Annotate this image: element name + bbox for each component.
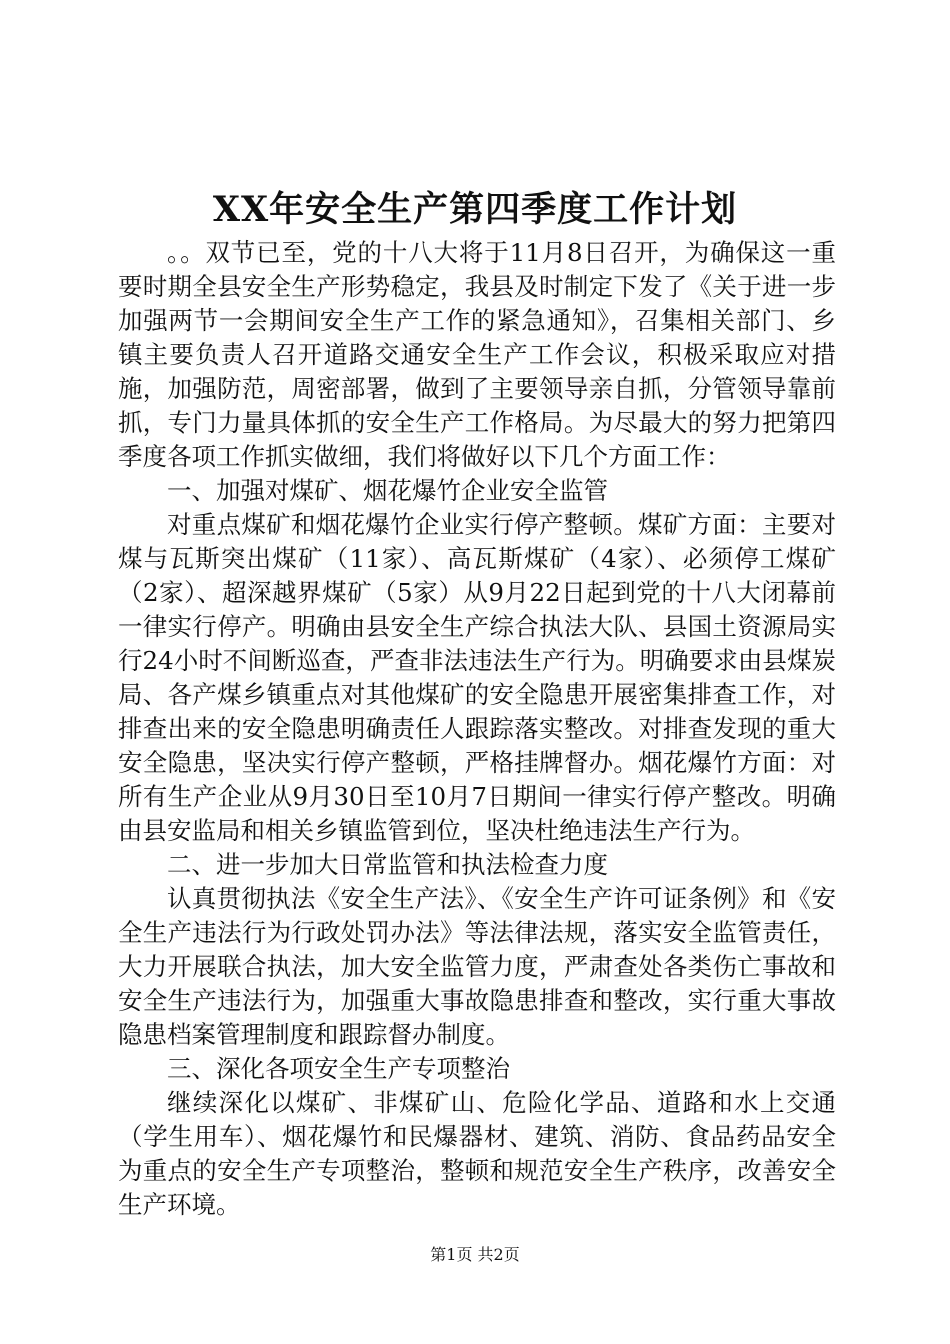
section-heading-3: 三、深化各项安全生产专项整治 — [167, 1054, 510, 1083]
section-heading-1: 一、加强对煤矿、烟花爆竹企业安全监管 — [167, 476, 608, 505]
section-heading-2: 二、进一步加大日常监管和执法检查力度 — [167, 850, 608, 879]
intro-paragraph: 。。双节已至，党的十八大将于11月8日召开，为确保这一重要时期全县安全生产形势稳定，我县及时制定下发了《关于进一步加强两节一会期间安全生产工作的紧急通知》，召集相关部门、乡镇主要负责人召开道路交通安全生产工作会议，积极采取应对措施，加强防范，周密部署，做到了主要领导亲自抓，分管领导靠前抓，专门力量具体抓的安全生产工作格局。为尽最大的努力把第四季度各项工作抓实做细，我们将做好以下几个方面工作： — [118, 238, 836, 471]
section-paragraph-2: 认真贯彻执法《安全生产法》、《安全生产许可证条例》和《安全生产违法行为行政处罚办法》等法律法规，落实安全监管责任，大力开展联合执法，加大安全监管力度，严肃查处各类伤亡事故和安全生产违法行为，加强重大事故隐患排查和整改，实行重大事故隐患档案管理制度和跟踪督办制度。 — [118, 884, 836, 1049]
section-paragraph-3: 继续深化以煤矿、非煤矿山、危险化学品、道路和水上交通（学生用车）、烟花爆竹和民爆器材、建筑、消防、食品药品安全为重点的安全生产专项整治，整顿和规范安全生产秩序，改善安全生产环境。 — [118, 1088, 836, 1219]
page-number-footer: 第1页 共2页 — [430, 1245, 520, 1264]
document-body — [118, 236, 836, 1222]
section-paragraph-1: 对重点煤矿和烟花爆竹企业实行停产整顿。煤矿方面：主要对煤与瓦斯突出煤矿（11家）、高瓦斯煤矿（4家）、必须停工煤矿（2家）、超深越界煤矿（5家）从9月22日起到党的十八大闭幕前一律实行停产。明确由县安全生产综合执法大队、县国土资源局实行24小时不间断巡查，严查非法违法生产行为。明确要求由县煤炭局、各产煤乡镇重点对其他煤矿的安全隐患开展密集排查工作，对排查出来的安全隐患明确责任人跟踪落实整改。对排查发现的重大安全隐患，坚决实行停产整顿，严格挂牌督办。烟花爆竹方面：对所有生产企业从9月30日至10月7日期间一律实行停产整改。明确由县安监局和相关乡镇监管到位，坚决杜绝违法生产行为。 — [118, 510, 836, 845]
document-title: XX年安全生产第四季度工作计划 — [212, 189, 738, 230]
